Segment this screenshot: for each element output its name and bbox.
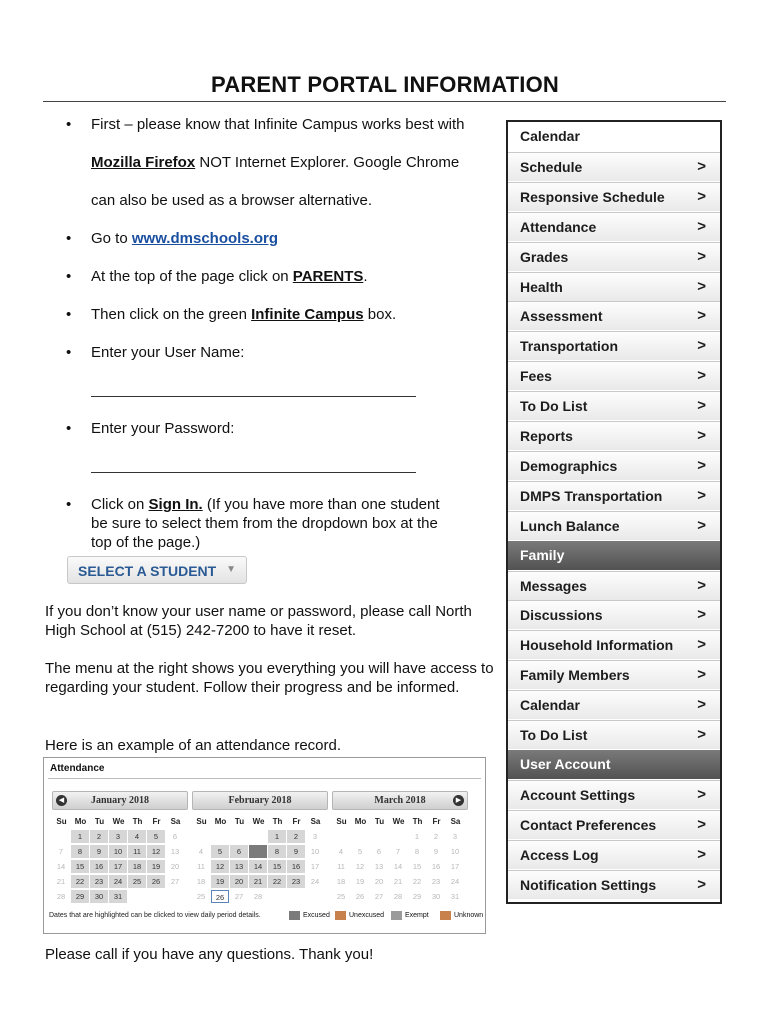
menu-item-label: Notification Settings <box>520 877 657 893</box>
parents-text: PARENTS <box>292 268 364 285</box>
calendar-day: 27 <box>170 877 180 886</box>
menu-item-family-members[interactable] <box>508 660 720 689</box>
menu-item-contact-preferences[interactable] <box>508 810 720 839</box>
calendar-day: 28 <box>253 892 263 901</box>
menu-section-user-account <box>508 750 720 779</box>
title-rule <box>43 101 726 102</box>
menu-item-to-do-list[interactable] <box>508 391 720 420</box>
sign-in-text: Sign In. <box>148 496 203 513</box>
menu-item-messages[interactable] <box>508 571 720 600</box>
calendar-month-header <box>192 791 328 810</box>
goto-prefix: Go to <box>91 230 132 247</box>
calendar-day[interactable]: 19 <box>211 875 229 888</box>
select-student-button[interactable] <box>67 556 247 584</box>
menu-item-account-settings[interactable] <box>508 780 720 809</box>
ic-prefix: Then click on the green <box>91 306 252 323</box>
legend-swatch <box>440 911 451 920</box>
chevron-right-icon: > <box>697 307 706 324</box>
menu-item-demographics[interactable] <box>508 451 720 480</box>
weekday-header: Fr <box>432 817 441 826</box>
calendar-day: 21 <box>56 877 66 886</box>
ic-suffix: box. <box>363 306 397 323</box>
calendar-day: 7 <box>395 847 401 856</box>
username-label: Enter your User Name: <box>91 344 245 361</box>
chevron-right-icon: > <box>697 248 706 265</box>
menu-item-label: Account Settings <box>520 787 636 803</box>
calendar-day: 10 <box>450 847 460 856</box>
calendar-day[interactable]: 24 <box>109 875 127 888</box>
calendar-day: 31 <box>450 892 460 901</box>
menu-item-label: Messages <box>520 578 587 594</box>
attendance-footnote: Dates that are highlighted can be clicked to view daily period details. <box>49 912 261 919</box>
menu-item-health[interactable] <box>508 272 720 301</box>
calendar-day[interactable]: 9 <box>287 845 305 858</box>
calendar-day[interactable]: 15 <box>268 860 286 873</box>
example-paragraph: Here is an example of an attendance record. <box>45 737 342 754</box>
legend-swatch <box>289 911 300 920</box>
bullet-browser-line1: First – please know that Infinite Campus works best with <box>91 116 465 133</box>
select-student-label: SELECT A STUDENT <box>78 563 217 579</box>
calendar-grid <box>52 815 188 904</box>
calendar-blank <box>370 830 388 843</box>
menu-item-label: Assessment <box>520 308 603 324</box>
chevron-right-icon: > <box>697 158 706 175</box>
calendar-day[interactable]: 25 <box>128 875 146 888</box>
chevron-right-icon: > <box>697 577 706 594</box>
calendar-month-header <box>52 791 188 810</box>
caret-down-icon: ▼ <box>226 564 236 575</box>
chevron-right-icon: > <box>697 397 706 414</box>
chevron-right-icon: > <box>697 636 706 653</box>
calendar-day[interactable] <box>249 845 267 858</box>
calendar-day[interactable]: 12 <box>211 860 229 873</box>
menu-item-calendar[interactable] <box>508 690 720 719</box>
calendar-day: 9 <box>433 847 439 856</box>
calendar-day[interactable]: 4 <box>128 830 146 843</box>
menu-item-label: Family Members <box>520 667 630 683</box>
calendar-month-name: January 2018 <box>90 795 150 806</box>
calendar-day: 3 <box>312 832 318 841</box>
chevron-right-icon: > <box>697 846 706 863</box>
calendar-month-name: March 2018 <box>374 795 426 806</box>
calendar-day[interactable]: 5 <box>211 845 229 858</box>
calendar-day: 24 <box>450 877 460 886</box>
calendar-day[interactable]: 11 <box>128 845 146 858</box>
calendar-day: 13 <box>170 847 180 856</box>
weekday-header: Mo <box>74 817 87 826</box>
calendar-day: 23 <box>431 877 441 886</box>
weekday-header: We <box>252 817 265 826</box>
weekday-header: Sa <box>310 817 321 826</box>
calendar-day[interactable]: 2 <box>90 830 108 843</box>
calendar-month <box>332 791 468 904</box>
menu-item-label: Reports <box>520 428 573 444</box>
calendar-day[interactable]: 10 <box>109 845 127 858</box>
calendar-day[interactable]: 1 <box>71 830 89 843</box>
weekday-header: Th <box>272 817 283 826</box>
calendar-day: 24 <box>310 877 320 886</box>
calendar-day: 25 <box>336 892 346 901</box>
weekday-header: Th <box>412 817 423 826</box>
menu-item-label: DMPS Transportation <box>520 488 663 504</box>
chevron-right-icon: > <box>697 427 706 444</box>
calendar-blank <box>211 830 229 843</box>
menu-section-family <box>508 541 720 570</box>
calendar-day: 8 <box>414 847 420 856</box>
calendar-day[interactable]: 22 <box>268 875 286 888</box>
menu-item-label: Calendar <box>520 697 580 713</box>
chevron-right-icon: > <box>697 188 706 205</box>
menu-item-label: Transportation <box>520 338 619 354</box>
weekday-header: Tu <box>234 817 245 826</box>
menu-item-label: To Do List <box>520 727 588 743</box>
calendar-day[interactable]: 30 <box>90 890 108 903</box>
bullet-icon: • <box>66 420 72 437</box>
calendar-day[interactable]: 14 <box>249 860 267 873</box>
calendar-day: 17 <box>450 862 460 871</box>
calendar-grid <box>332 815 468 904</box>
chevron-right-icon: > <box>697 666 706 683</box>
calendar-month-header <box>332 791 468 810</box>
calendar-grid <box>192 815 328 904</box>
legend-swatch <box>391 911 402 920</box>
menu-item-label: Schedule <box>520 159 583 175</box>
calendar-day[interactable]: 23 <box>90 875 108 888</box>
parents-prefix: At the top of the page click on <box>91 268 293 285</box>
calendar-day[interactable]: 18 <box>128 860 146 873</box>
menu-item-label: Health <box>520 279 563 295</box>
legend-label: Exempt <box>405 912 429 919</box>
calendar-day[interactable]: 17 <box>109 860 127 873</box>
calendar-day: 18 <box>336 877 346 886</box>
calendar-month <box>192 791 328 904</box>
signin-rest: (If you have more than one student <box>202 496 440 513</box>
calendar-day: 19 <box>355 877 365 886</box>
page-title: PARENT PORTAL INFORMATION <box>210 72 560 97</box>
next-month-icon[interactable]: ▶ <box>453 795 464 806</box>
calendar-day[interactable]: 26 <box>147 875 165 888</box>
calendar-day[interactable]: 9 <box>90 845 108 858</box>
calendar-blank <box>249 830 267 843</box>
portal-menu <box>506 120 722 904</box>
calendar-day: 20 <box>170 862 180 871</box>
calendar-day: 25 <box>196 892 206 901</box>
calendar-day[interactable]: 8 <box>268 845 286 858</box>
calendar-day[interactable]: 1 <box>268 830 286 843</box>
legend-label: Unknown <box>454 912 484 919</box>
chevron-right-icon: > <box>697 816 706 833</box>
weekday-header: Su <box>336 817 347 826</box>
reset-paragraph: If you don’t know your user name or password, please call North High School at (515) 242-7200 to have it reset. <box>45 603 472 639</box>
menu-item-label: Discussions <box>520 607 603 623</box>
weekday-header: Fr <box>292 817 301 826</box>
weekday-header: Fr <box>152 817 161 826</box>
calendar-blank <box>389 830 407 843</box>
calendar-day: 12 <box>355 862 365 871</box>
calendar-day: 10 <box>310 847 320 856</box>
calendar-day[interactable]: 6 <box>230 845 248 858</box>
menu-item-reports[interactable] <box>508 421 720 450</box>
weekday-header: Tu <box>374 817 385 826</box>
calendar-day: 4 <box>198 847 204 856</box>
weekday-header: Sa <box>450 817 461 826</box>
calendar-day: 27 <box>234 892 244 901</box>
menu-item-fees[interactable] <box>508 361 720 390</box>
signin-line2: be sure to select them from the dropdown box at the <box>91 515 438 532</box>
chevron-right-icon: > <box>697 457 706 474</box>
calendar-day: 17 <box>310 862 320 871</box>
calendar-day[interactable]: 2 <box>287 830 305 843</box>
menu-item-label: User Account <box>520 756 611 772</box>
calendar-day: 26 <box>211 890 229 903</box>
chevron-right-icon: > <box>697 876 706 893</box>
calendar-day: 18 <box>196 877 206 886</box>
chevron-right-icon: > <box>697 786 706 803</box>
menu-item-responsive-schedule[interactable] <box>508 182 720 211</box>
menu-paragraph: The menu at the right shows you everything you will have access to regarding your student. Follow their progress and be informed. <box>45 660 494 696</box>
weekday-header: We <box>392 817 405 826</box>
menu-item-calendar[interactable] <box>508 122 720 151</box>
calendar-day[interactable]: 21 <box>249 875 267 888</box>
calendar-day: 26 <box>355 892 365 901</box>
menu-item-label: Demographics <box>520 458 618 474</box>
username-blank-line <box>91 396 416 397</box>
calendar-day: 11 <box>337 862 345 871</box>
calendar-day[interactable]: 16 <box>90 860 108 873</box>
calendar-day: 2 <box>433 832 439 841</box>
calendar-day: 6 <box>376 847 382 856</box>
bullet-icon: • <box>66 344 72 361</box>
parents-suffix: . <box>363 268 368 285</box>
menu-item-label: Attendance <box>520 219 597 235</box>
menu-item-dmps-transportation[interactable] <box>508 481 720 510</box>
bullet-browser-line2-rest: NOT Internet Explorer. Google Chrome <box>195 154 460 171</box>
calendar-blank <box>332 830 350 843</box>
menu-item-discussions[interactable] <box>508 600 720 629</box>
calendar-month-name: February 2018 <box>228 795 292 806</box>
chevron-right-icon: > <box>697 278 706 295</box>
menu-item-schedule[interactable] <box>508 152 720 181</box>
menu-item-transportation[interactable] <box>508 331 720 360</box>
calendar-day[interactable]: 22 <box>71 875 89 888</box>
menu-item-attendance[interactable] <box>508 212 720 241</box>
chevron-right-icon: > <box>697 337 706 354</box>
menu-item-assessment[interactable] <box>508 301 720 330</box>
calendar-day[interactable]: 15 <box>71 860 89 873</box>
bullet-icon: • <box>66 268 72 285</box>
weekday-header: Tu <box>94 817 105 826</box>
chevron-right-icon: > <box>697 517 706 534</box>
menu-item-to-do-list[interactable] <box>508 720 720 749</box>
infinite-campus-text: Infinite Campus <box>251 306 364 323</box>
firefox-text: Mozilla Firefox <box>91 154 196 171</box>
calendar-blank <box>52 830 70 843</box>
calendar-blank <box>351 830 369 843</box>
calendar-day[interactable]: 5 <box>147 830 165 843</box>
menu-item-label: Lunch Balance <box>520 518 620 534</box>
calendar-day: 3 <box>452 832 458 841</box>
calendar-day[interactable]: 29 <box>71 890 89 903</box>
calendar-day[interactable]: 31 <box>109 890 127 903</box>
calendar-day: 27 <box>374 892 384 901</box>
calendar-day[interactable]: 12 <box>147 845 165 858</box>
calendar-day: 14 <box>56 862 66 871</box>
attendance-widget <box>43 757 486 934</box>
calendar-month <box>52 791 188 904</box>
weekday-header: We <box>112 817 125 826</box>
menu-item-label: Calendar <box>520 128 580 144</box>
menu-item-label: Access Log <box>520 847 599 863</box>
bullet-browser-line3: can also be used as a browser alternative. <box>91 192 372 209</box>
weekday-header: Mo <box>354 817 367 826</box>
bullet-icon: • <box>66 116 72 133</box>
weekday-header: Th <box>132 817 143 826</box>
legend-label: Unexcused <box>349 912 385 919</box>
menu-item-label: Grades <box>520 249 569 265</box>
calendar-day: 4 <box>338 847 344 856</box>
calendar-blank <box>230 830 248 843</box>
menu-item-label: Household Information <box>520 637 674 653</box>
calendar-blank <box>192 830 210 843</box>
previous-month-icon[interactable]: ◀ <box>56 795 67 806</box>
signin-prefix: Click on <box>91 496 149 513</box>
calendar-day[interactable]: 19 <box>147 860 165 873</box>
menu-item-notification-settings[interactable] <box>508 870 720 899</box>
bullet-icon: • <box>66 230 72 247</box>
calendar-day[interactable]: 3 <box>109 830 127 843</box>
chevron-right-icon: > <box>697 218 706 235</box>
weekday-header: Su <box>56 817 67 826</box>
menu-item-label: Fees <box>520 368 552 384</box>
legend-swatch <box>335 911 346 920</box>
menu-item-label: Family <box>520 547 565 563</box>
menu-item-label: Contact Preferences <box>520 817 657 833</box>
weekday-header: Mo <box>214 817 227 826</box>
weekday-header: Sa <box>170 817 181 826</box>
chevron-right-icon: > <box>697 606 706 623</box>
calendar-day: 14 <box>393 862 403 871</box>
attendance-divider <box>48 778 481 779</box>
calendar-day: 5 <box>357 847 363 856</box>
calendar-day[interactable]: 8 <box>71 845 89 858</box>
menu-item-label: To Do List <box>520 398 588 414</box>
chevron-right-icon: > <box>697 726 706 743</box>
attendance-title: Attendance <box>50 763 105 774</box>
bullet-icon: • <box>66 306 72 323</box>
calendar-day: 16 <box>431 862 441 871</box>
calendar-day: 11 <box>197 862 205 871</box>
calendar-day: 29 <box>412 892 422 901</box>
calendar-day[interactable]: 16 <box>287 860 305 873</box>
menu-item-lunch-balance[interactable] <box>508 511 720 540</box>
calendar-day[interactable]: 23 <box>287 875 305 888</box>
closing-paragraph: Please call if you have any questions. Thank you! <box>45 946 374 963</box>
signin-line3: top of the page.) <box>91 534 201 551</box>
calendar-day: 28 <box>56 892 66 901</box>
calendar-day: 20 <box>374 877 384 886</box>
calendar-day: 1 <box>414 832 420 841</box>
calendar-day: 7 <box>58 847 64 856</box>
calendar-day: 13 <box>374 862 384 871</box>
chevron-right-icon: > <box>697 696 706 713</box>
legend-label: Excused <box>303 912 330 919</box>
menu-item-grades[interactable] <box>508 242 720 271</box>
menu-item-label: Responsive Schedule <box>520 189 665 205</box>
bullet-icon: • <box>66 496 72 513</box>
menu-item-household-information[interactable] <box>508 630 720 659</box>
chevron-right-icon: > <box>697 487 706 504</box>
calendar-day: 15 <box>412 862 422 871</box>
dmschools-link[interactable]: www.dmschools.org <box>131 230 278 247</box>
password-blank-line <box>91 472 416 473</box>
password-label: Enter your Password: <box>91 420 235 437</box>
calendar-day: 6 <box>172 832 178 841</box>
calendar-day[interactable]: 20 <box>230 875 248 888</box>
weekday-header: Su <box>196 817 207 826</box>
calendar-day: 30 <box>431 892 441 901</box>
calendar-day: 21 <box>393 877 403 886</box>
calendar-day[interactable]: 13 <box>230 860 248 873</box>
chevron-right-icon: > <box>697 367 706 384</box>
calendar-day: 28 <box>393 892 403 901</box>
calendar-day: 22 <box>412 877 422 886</box>
menu-item-access-log[interactable] <box>508 840 720 869</box>
